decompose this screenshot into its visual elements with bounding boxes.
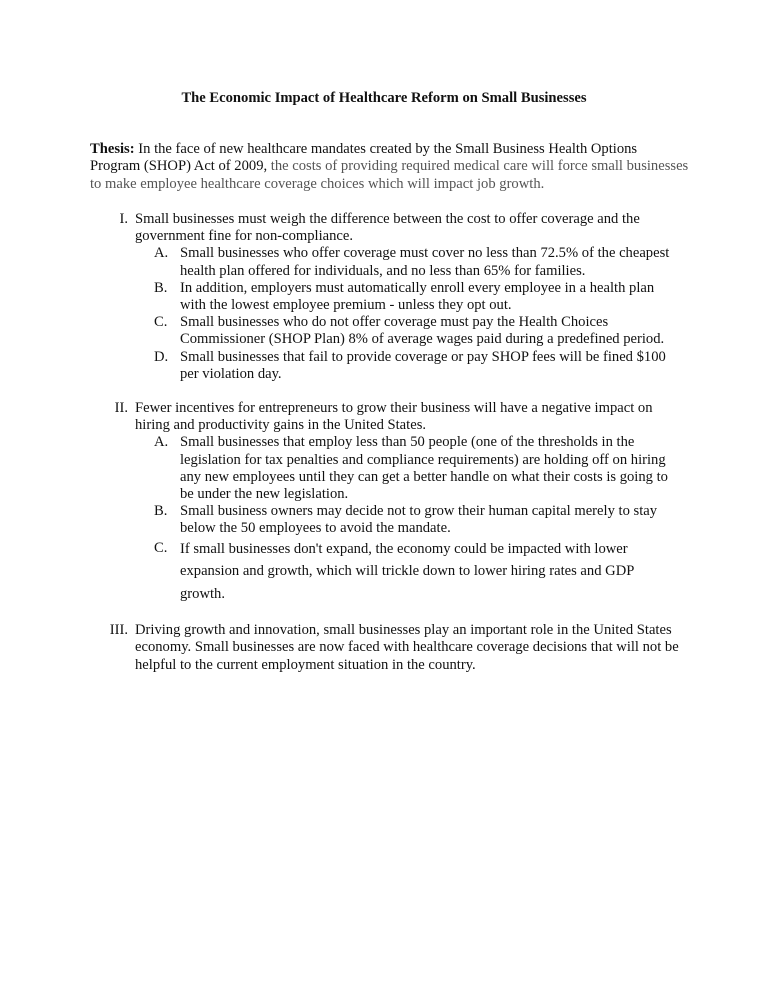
thesis-text-gray: the costs of providing required medical care will force small businesses to make employee healthcare coverage choices which will impact job growth. [90,158,689,192]
thesis-text: In the face of new healthcare mandates created by the Small Business Health Options Program (SHOP) Act of 2009, [90,141,638,175]
outline-section-1 [119,211,680,245]
outline-item-1c [154,314,680,348]
item-text: Small businesses that fail to provide coverage or pay SHOP fees will be fined $100 per violation day. [180,348,666,382]
item-letter: A. [154,434,169,451]
section-text: Driving growth and innovation, small businesses play an important role in the United States economy. Small businesses are now faced with healthcare coverage decisions that will not be helpful to the current employment situation in the country. [135,622,679,673]
section-gap [0,605,768,622]
item-text: Small businesses who do not offer coverage must pay the Health Choices Commissioner (SHOP Plan) 8% of average wages paid during a predefined period. [180,314,665,348]
item-letter: A. [154,245,169,262]
section-text: Fewer incentives for entrepreneurs to grow their business will have a negative impact on hiring and productivity gains in the United States. [135,400,653,434]
section-numeral: II. [114,400,128,417]
item-letter: B. [154,503,168,520]
item-letter: C. [154,539,168,556]
item-text: Small businesses that employ less than 50 people (one of the thresholds in the legislation for tax penalties and compliance requirements) are holding off on hiring any new employees until they can get a better handle on what their costs is going to be under the new legislation. [180,434,668,503]
outline-item-1a [154,245,680,279]
item-text: Small business owners may decide not to grow their human capital merely to stay below the 50 employees to avoid the mandate. [180,503,658,537]
item-letter: C. [154,314,168,331]
item-text: In addition, employers must automatically enroll every employee in a health plan with the lowest employee premium - unless they opt out. [180,279,655,314]
section-numeral: I. [119,211,128,227]
item-letter: D. [154,348,169,365]
item-text: Small businesses who offer coverage must cover no less than 72.5% of the cheapest health plan offered for individuals, and no less than 65% for families. [180,245,670,279]
section-numeral: III. [109,622,128,639]
thesis-label: Thesis: [90,141,135,157]
outline-item-2a [154,434,680,503]
item-letter: B. [154,279,168,296]
outline-item-2b [154,503,680,537]
document-title: The Economic Impact of Healthcare Reform on Small Businesses [181,90,587,106]
outline-section-3 [109,622,680,674]
section-gap [0,383,768,400]
outline-item-2c [154,538,680,606]
section-text: Small businesses must weigh the difference between the cost to offer coverage and the government fine for non-compliance. [135,211,640,245]
outline [0,211,768,674]
outline-item-1d [154,348,680,383]
thesis-paragraph [90,141,690,193]
outline-section-2 [114,400,680,434]
item-text: If small businesses don't expand, the economy could be impacted with lower expansion and growth, which will trickle down to lower hiring rates and GDP growth. [180,540,634,602]
outline-item-1b [154,279,680,314]
